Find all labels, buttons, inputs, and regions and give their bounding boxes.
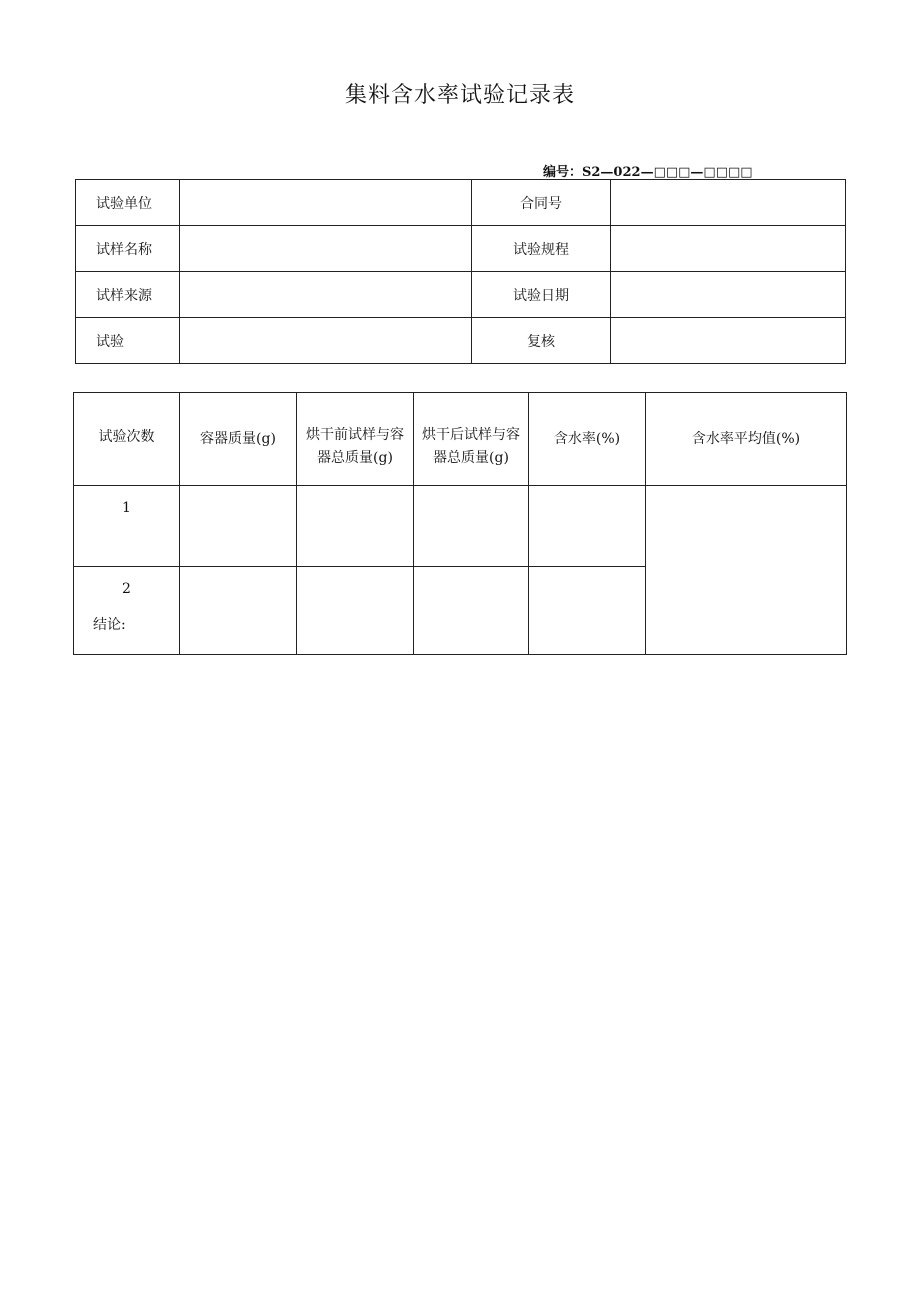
moisture-average-cell[interactable] — [646, 486, 847, 655]
field-contract-no[interactable] — [611, 180, 846, 226]
header-mass-after-drying — [414, 393, 529, 486]
field-test-date[interactable] — [611, 272, 846, 318]
field-test-procedure[interactable] — [611, 226, 846, 272]
moisture-data-table — [73, 392, 847, 655]
header-mass-after-drying-line2: 器总质量(g) — [433, 450, 509, 466]
conclusion-label: 结论: — [93, 617, 126, 633]
info-row-tester — [76, 318, 846, 364]
moisture-content-cell[interactable] — [529, 567, 646, 655]
document-number: 编号：S2—022—□□□—□□□□ — [543, 165, 753, 180]
header-mass-before-drying-line1: 烘干前试样与容 — [306, 427, 404, 443]
info-table — [75, 179, 846, 364]
mass-after-drying-cell[interactable] — [414, 486, 529, 567]
info-row-test-unit — [76, 180, 846, 226]
info-row-sample-source — [76, 272, 846, 318]
container-mass-cell[interactable] — [180, 486, 297, 567]
mass-after-drying-cell[interactable] — [414, 567, 529, 655]
mass-before-drying-cell[interactable] — [297, 486, 414, 567]
label-sample-name: 试样名称 — [76, 226, 180, 272]
label-test-unit: 试验单位 — [76, 180, 180, 226]
trial-number-cell: 1 — [74, 486, 180, 567]
container-mass-cell[interactable] — [180, 567, 297, 655]
header-mass-after-drying-line1: 烘干后试样与容 — [422, 427, 520, 443]
label-contract-no: 合同号 — [472, 180, 611, 226]
field-reviewer[interactable] — [611, 318, 846, 364]
field-test-unit[interactable] — [180, 180, 472, 226]
header-moisture-content: 含水率(%) — [529, 393, 646, 486]
info-row-sample-name — [76, 226, 846, 272]
page-title: 集料含水率试验记录表 — [344, 83, 575, 108]
header-mass-before-drying — [297, 393, 414, 486]
table-header-row — [74, 393, 847, 486]
moisture-content-cell[interactable] — [529, 486, 646, 567]
label-test-procedure: 试验规程 — [472, 226, 611, 272]
trial-number-cell: 2 — [74, 567, 180, 655]
field-tester[interactable] — [180, 318, 472, 364]
header-moisture-average: 含水率平均值(%) — [646, 393, 847, 486]
label-reviewer: 复核 — [472, 318, 611, 364]
label-tester: 试验 — [76, 318, 180, 364]
header-mass-before-drying-line2: 器总质量(g) — [317, 450, 393, 466]
label-test-date: 试验日期 — [472, 272, 611, 318]
header-container-mass: 容器质量(g) — [180, 393, 297, 486]
table-row — [74, 486, 847, 567]
header-trial-number: 试验次数 — [74, 393, 180, 486]
field-sample-source[interactable] — [180, 272, 472, 318]
field-sample-name[interactable] — [180, 226, 472, 272]
label-sample-source: 试样来源 — [76, 272, 180, 318]
mass-before-drying-cell[interactable] — [297, 567, 414, 655]
